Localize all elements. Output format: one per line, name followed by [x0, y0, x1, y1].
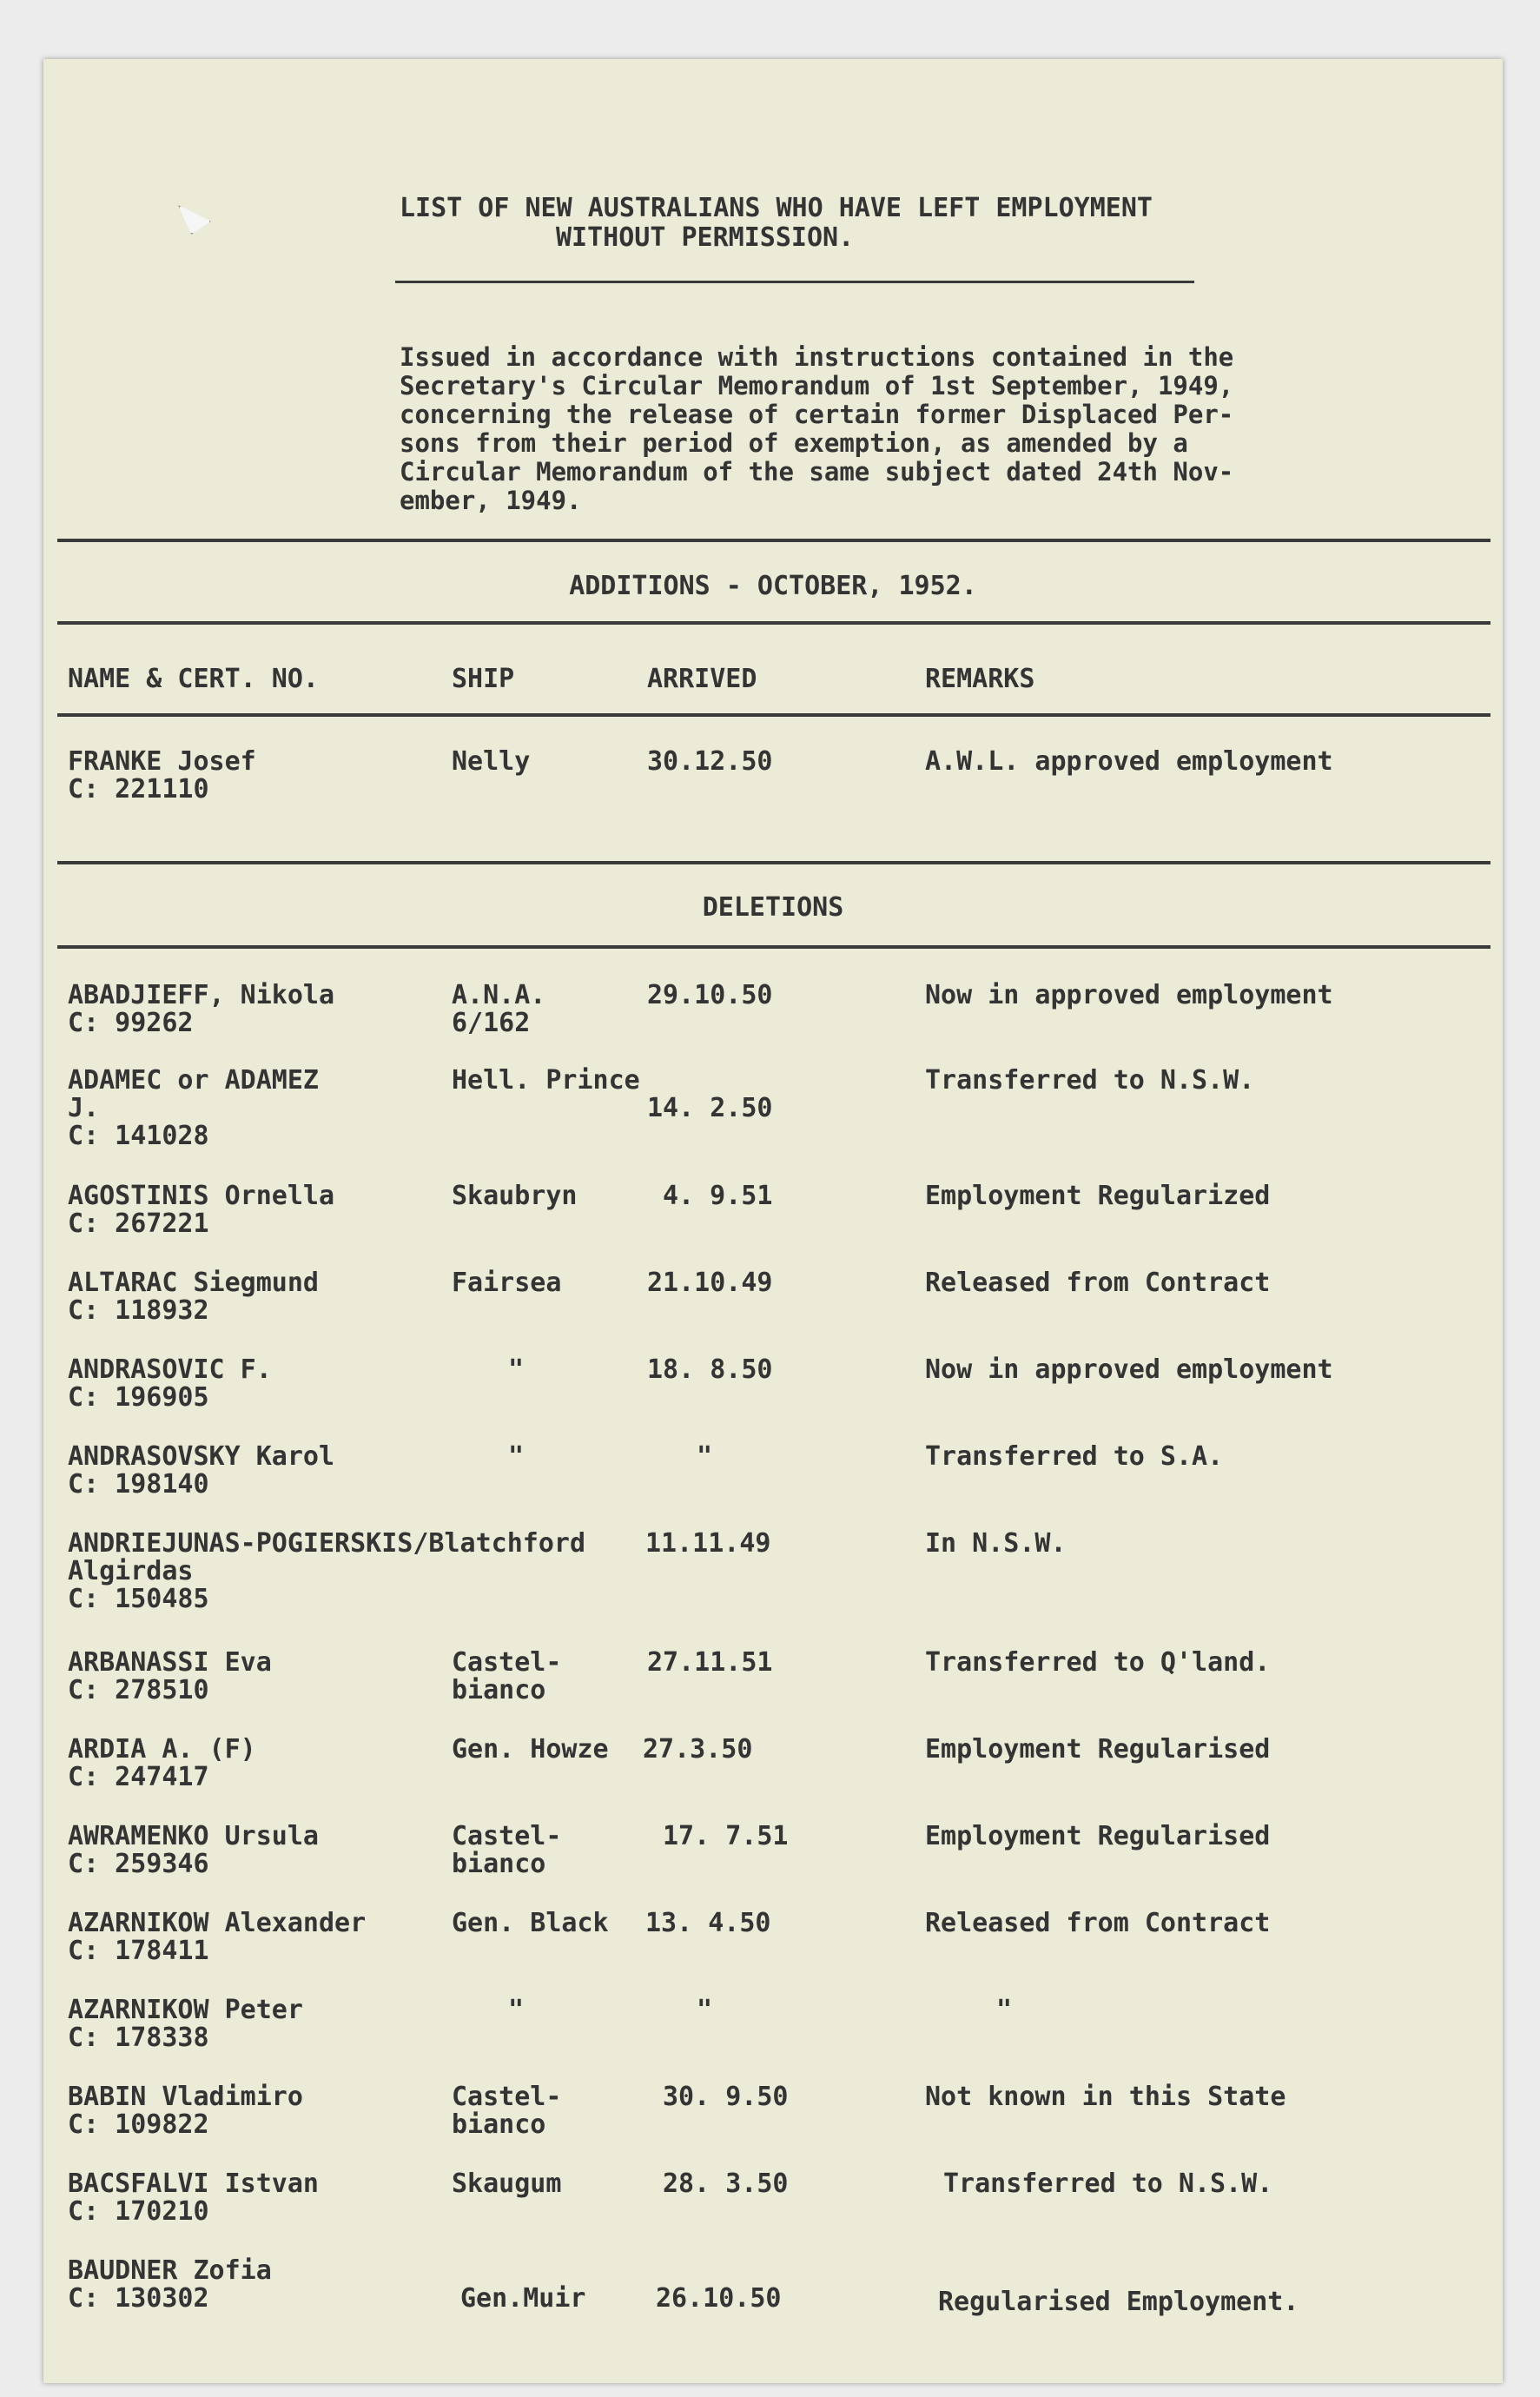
- table-row: [43, 1356, 1503, 1426]
- entry-cert: C: 109822: [68, 2109, 209, 2140]
- entry-arrived: 26.10.50: [656, 2283, 782, 2314]
- intro-line: concerning the release of certain former Displaced Per-: [400, 400, 1234, 429]
- entry-arrived: 11.11.49: [645, 1528, 771, 1559]
- table-row: [43, 1910, 1503, 1979]
- entry-arrived: 30.12.50: [647, 746, 773, 777]
- entry-ship: ": [508, 1354, 525, 1385]
- table-row: [43, 2257, 1503, 2327]
- entry-ship: ": [508, 1995, 525, 2025]
- entry-name-text: ARDIA A. (F): [68, 1734, 256, 1765]
- entry-ship: Skaubryn: [452, 1181, 578, 1211]
- entry-arrived: 30. 9.50: [663, 2082, 789, 2112]
- deletions-heading: DELETIONS: [702, 892, 844, 923]
- entry-name-text: AGOSTINIS Ornella: [68, 1181, 335, 1211]
- entry-cert: C: 178411: [68, 1936, 209, 1966]
- entry-arrived: 18. 8.50: [647, 1354, 773, 1385]
- entry-name: [68, 1067, 319, 1150]
- entry-cert: C: 150485: [68, 1584, 209, 1614]
- column-header-name: NAME & CERT. NO.: [68, 664, 319, 694]
- entry-remarks: Regularised Employment.: [938, 2287, 1299, 2317]
- intro-line: sons from their period of exemption, as amended by a: [400, 428, 1188, 458]
- entry-cert: C: 196905: [68, 1382, 209, 1413]
- entry-remarks: Transferred to N.S.W.: [943, 2169, 1273, 2199]
- divider-rule: [57, 945, 1490, 949]
- entry-name-text: BAUDNER Zofia: [68, 2255, 272, 2286]
- table-row: [43, 1182, 1503, 1252]
- entry-ship: Gen. Howze: [452, 1734, 609, 1765]
- entry-remarks: Transferred to Q'land.: [925, 1647, 1271, 1678]
- entry-name: [68, 1910, 366, 1965]
- entry-name: [68, 2083, 303, 2139]
- entry-name-text: AZARNIKOW Alexander: [68, 1908, 367, 1938]
- entry-name: [68, 1182, 334, 1238]
- entry-cert: C: 198140: [68, 1469, 209, 1500]
- entry-remarks: Released from Contract: [925, 1908, 1271, 1938]
- entry-cert: C: 259346: [68, 1849, 209, 1879]
- entry-ship: Fairsea: [452, 1268, 562, 1298]
- entry-remarks: Now in approved employment: [925, 980, 1333, 1010]
- entry-remarks: Employment Regularised: [925, 1734, 1271, 1765]
- intro-line: Issued in accordance with instructions contained in the: [400, 342, 1234, 372]
- column-header-arrived: ARRIVED: [647, 664, 757, 694]
- entry-arrived: ": [697, 1995, 713, 2025]
- entry-arrived: ": [697, 1441, 713, 1472]
- entry-cert: C: 178338: [68, 2023, 209, 2053]
- intro-line: ember, 1949.: [400, 486, 582, 515]
- divider-rule: [57, 621, 1490, 625]
- entry-ship: ": [508, 1441, 525, 1472]
- table-row: [43, 982, 1503, 1051]
- entry-remarks: Employment Regularized: [925, 1181, 1271, 1211]
- entry-name: [68, 748, 256, 804]
- intro-paragraph: [400, 343, 1233, 515]
- entry-arrived: 27.3.50: [643, 1734, 753, 1765]
- entry-ship: Hell. Prince: [452, 1065, 640, 1096]
- table-row: [43, 2083, 1503, 2153]
- table-row: [43, 1443, 1503, 1513]
- divider-rule: [57, 861, 1490, 864]
- table-row: [43, 1649, 1503, 1718]
- entry-arrived: 28. 3.50: [663, 2169, 789, 2199]
- entry-name-text: AZARNIKOW Peter: [68, 1995, 303, 2025]
- entry-remarks: Now in approved employment: [925, 1354, 1333, 1385]
- entry-name-text: AWRAMENKO Ursula: [68, 1821, 319, 1851]
- document-page: [43, 59, 1503, 2383]
- entry-name-text: ANDRASOVSKY Karol: [68, 1441, 335, 1472]
- entry-ship: A.N.A. 6/162: [452, 980, 546, 1038]
- entry-cert: C: 141028: [68, 1121, 209, 1151]
- entry-arrived: 4. 9.51: [663, 1181, 773, 1211]
- entry-cert: C: 278510: [68, 1675, 209, 1705]
- entry-ship: Castel- bianco: [452, 2082, 562, 2140]
- divider-rule: [57, 539, 1490, 542]
- entry-name: [68, 1736, 256, 1791]
- entry-cert: C: 247417: [68, 1762, 209, 1792]
- entry-cert: C: 267221: [68, 1208, 209, 1239]
- entry-arrived: 27.11.51: [647, 1647, 773, 1678]
- divider-rule: [57, 713, 1490, 717]
- table-row: [43, 1528, 1503, 1614]
- entry-name-text: ABADJIEFF, Nikola: [68, 980, 335, 1010]
- intro-line: Secretary's Circular Memorandum of 1st September, 1949,: [400, 371, 1234, 401]
- entry-ship: Gen. Black: [452, 1908, 609, 1938]
- entry-cert: C: 221110: [68, 774, 209, 805]
- entry-ship: Nelly: [452, 746, 531, 777]
- entry-cert: C: 99262: [68, 1008, 194, 1038]
- table-row: [43, 1736, 1503, 1805]
- entry-cert: C: 130302: [68, 2283, 209, 2314]
- entry-name: [68, 1356, 272, 1412]
- entry-remarks: A.W.L. approved employment: [925, 746, 1333, 777]
- entry-name-text: BACSFALVI Istvan: [68, 2169, 319, 2199]
- entry-name-text: ADAMEC or ADAMEZ J.: [68, 1065, 319, 1123]
- table-row: [43, 1065, 1503, 1151]
- entry-arrived: 13. 4.50: [645, 1908, 771, 1938]
- paper-clip-mark: [178, 205, 211, 235]
- entry-name-text: ANDRIEJUNAS-POGIERSKIS/Blatchford Algirdas: [68, 1528, 586, 1586]
- entry-ship: Skaugum: [452, 2169, 562, 2199]
- table-row: [43, 1269, 1503, 1339]
- entry-name-text: ANDRASOVIC F.: [68, 1354, 272, 1385]
- intro-line: Circular Memorandum of the same subject dated 24th Nov-: [400, 457, 1234, 487]
- table-row: [43, 748, 1503, 818]
- entry-cert: C: 118932: [68, 1295, 209, 1326]
- entry-name-text: ALTARAC Siegmund: [68, 1268, 319, 1298]
- entry-arrived: 29.10.50: [647, 980, 773, 1010]
- entry-name: [68, 1443, 334, 1499]
- additions-heading: ADDITIONS - OCTOBER, 1952.: [569, 571, 977, 601]
- entry-name: [68, 1823, 319, 1878]
- entry-remarks: Released from Contract: [925, 1268, 1271, 1298]
- title-line-2: WITHOUT PERMISSION.: [556, 222, 855, 253]
- entry-name: [68, 982, 334, 1037]
- entry-ship: Castel- bianco: [452, 1647, 562, 1705]
- entry-remarks: Transferred to N.S.W.: [925, 1065, 1255, 1096]
- entry-name: [68, 1996, 303, 2052]
- entry-name: [68, 1649, 272, 1705]
- entry-name: [68, 1530, 585, 1613]
- entry-name-text: ARBANASSI Eva: [68, 1647, 272, 1678]
- entry-remarks: Not known in this State: [925, 2082, 1286, 2112]
- document-title: [400, 194, 1153, 253]
- table-row: [43, 1996, 1503, 2066]
- entry-remarks: ": [996, 1995, 1013, 2025]
- title-underline: [395, 281, 1194, 283]
- table-row: [43, 1823, 1503, 1892]
- entry-arrived: 21.10.49: [647, 1268, 773, 1298]
- entry-remarks: In N.S.W.: [925, 1528, 1067, 1559]
- column-header-remarks: REMARKS: [925, 664, 1035, 694]
- entry-cert: C: 170210: [68, 2196, 209, 2227]
- entry-name: [68, 2170, 319, 2226]
- entry-remarks: Employment Regularised: [925, 1821, 1271, 1851]
- entry-name: [68, 1269, 319, 1325]
- entry-arrived: 17. 7.51: [663, 1821, 789, 1851]
- column-header-ship: SHIP: [452, 664, 515, 694]
- entry-ship: Castel- bianco: [452, 1821, 562, 1879]
- table-row: [43, 2170, 1503, 2240]
- title-line-1: LIST OF NEW AUSTRALIANS WHO HAVE LEFT EMPLOYMENT: [400, 193, 1153, 223]
- entry-name-text: BABIN Vladimiro: [68, 2082, 303, 2112]
- entry-name-text: FRANKE Josef: [68, 746, 256, 777]
- entry-remarks: Transferred to S.A.: [925, 1441, 1224, 1472]
- entry-name: [68, 2257, 272, 2313]
- entry-ship: Gen.Muir: [460, 2283, 586, 2314]
- entry-arrived: 14. 2.50: [647, 1093, 773, 1123]
